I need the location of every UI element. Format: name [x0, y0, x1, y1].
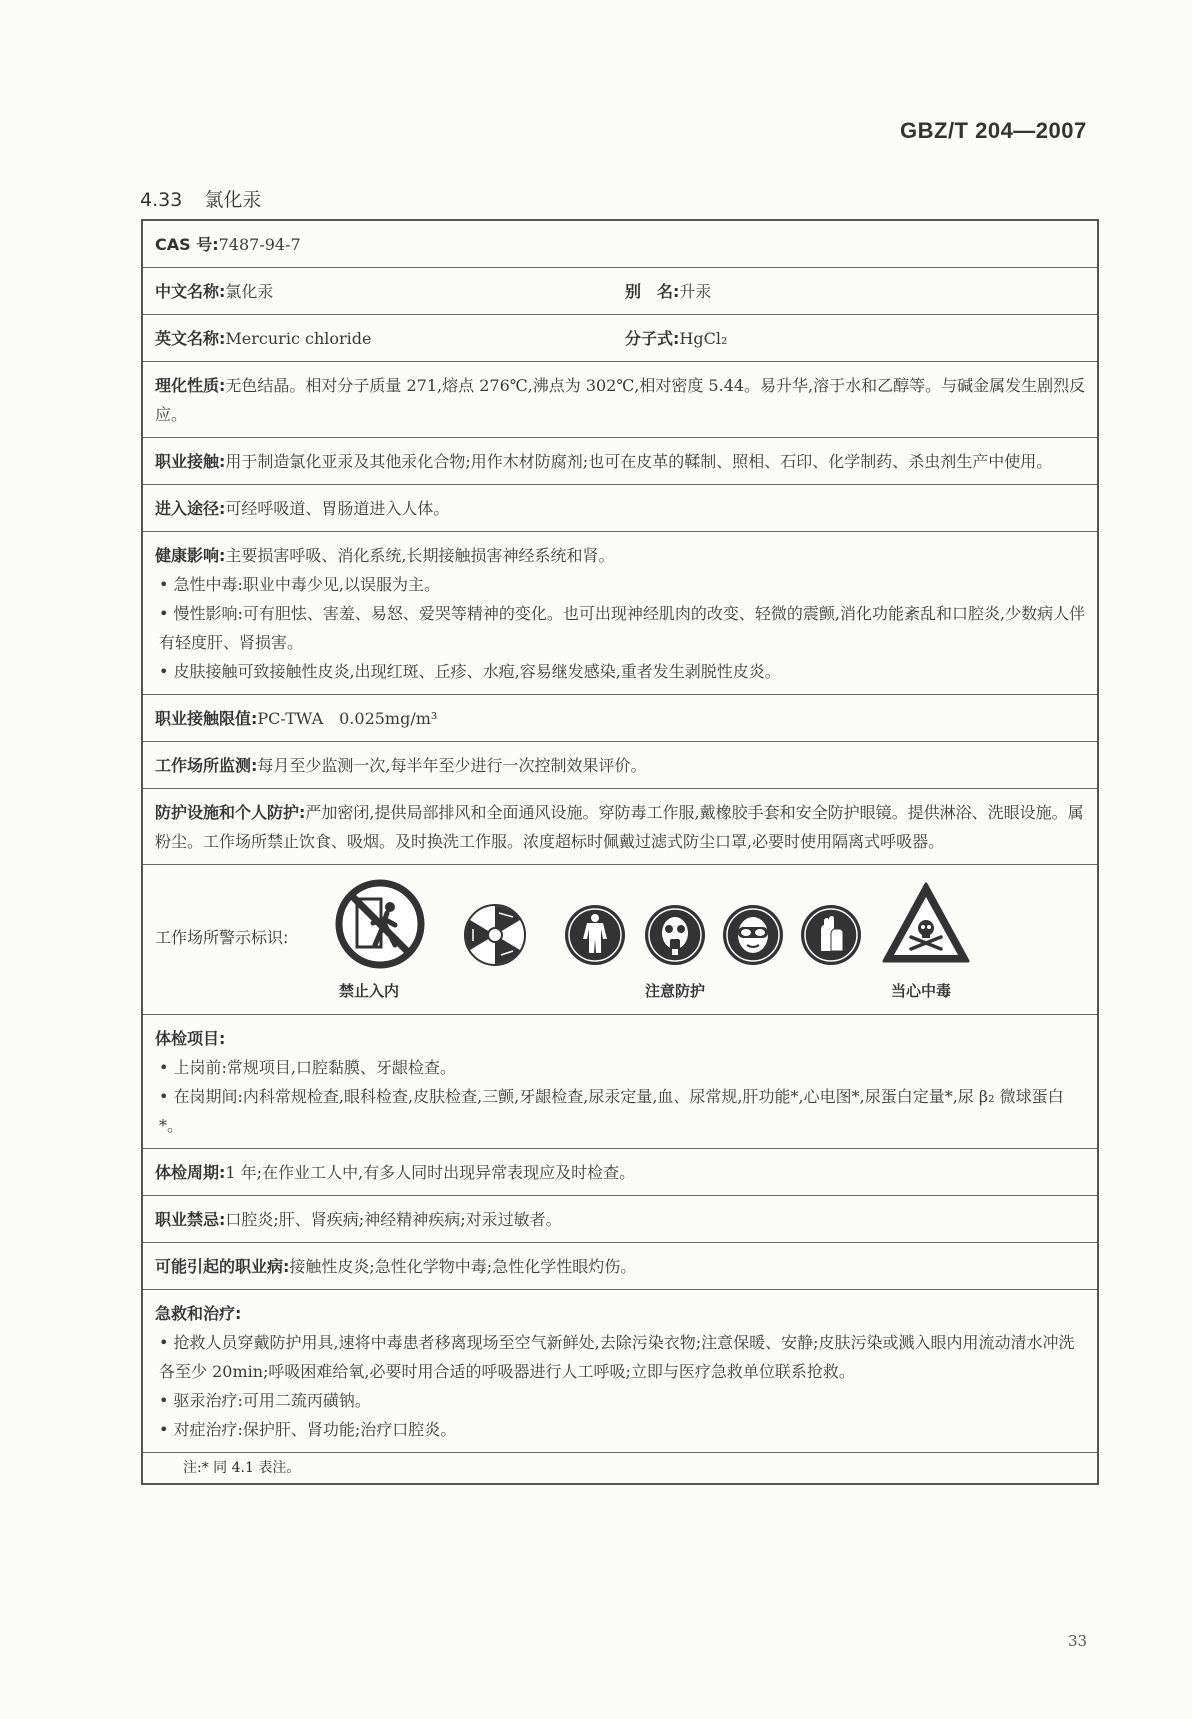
protection-label: 防护设施和个人防护: — [155, 803, 306, 822]
cas-value: 7487-94-7 — [218, 235, 301, 254]
protective-suit-icon — [563, 903, 627, 967]
en-name-value: Mercuric chloride — [225, 329, 372, 348]
health-value: 主要损害呼吸、消化系统,长期接触损害神经系统和肾。 — [225, 546, 615, 565]
checkup-bullet: • 在岗期间:内科常规检查,眼科检查,皮肤检查,三颤,牙龈检查,尿汞定量,血、尿常规,肝功能*,心电图*,尿蛋白定量*,尿 β₂ 微球蛋白*。 — [159, 1087, 1064, 1135]
monitor-label: 工作场所监测: — [155, 756, 258, 775]
no-entry-sign-icon — [335, 879, 425, 969]
cas-label: CAS 号: — [155, 235, 219, 254]
disease-row — [143, 1243, 1097, 1290]
cn-name-value: 氯化汞 — [225, 282, 274, 301]
limit-row — [143, 695, 1097, 742]
alias-label: 别 名: — [625, 282, 680, 301]
first-aid-label: 急救和治疗: — [155, 1304, 242, 1323]
contraindication-row — [143, 1196, 1097, 1243]
exposure-value: 用于制造氯化亚汞及其他汞化合物;用作木材防腐剂;也可在皮革的鞣制、照相、石印、化学制药、杀虫剂生产中使用。 — [225, 452, 1053, 471]
protection-value: 严加密闭,提供局部排风和全面通风设施。穿防毒工作服,戴橡胶手套和安全防护眼镜。提供淋浴、洗眼设施。属粉尘。工作场所禁止饮食、吸烟。及时换洗工作服。浓度超标时佩戴过滤式防尘口罩,必要时使用隔离式呼吸器。 — [155, 803, 1084, 851]
cn-name-label: 中文名称: — [155, 282, 226, 301]
table-note: 注:* 同 4.1 表注。 — [183, 1460, 301, 1476]
name-row — [143, 268, 1097, 315]
cycle-value: 1 年;在作业工人中,有多人同时出现异常表现应及时检查。 — [225, 1163, 636, 1182]
exposure-label: 职业接触: — [155, 452, 226, 471]
health-bullet: • 皮肤接触可致接触性皮炎,出现红斑、丘疹、水疱,容易继发感染,重者发生剥脱性皮炎。 — [159, 662, 781, 681]
protective-gloves-icon — [799, 903, 863, 967]
route-label: 进入途径: — [155, 499, 226, 518]
formula-value: HgCl₂ — [679, 329, 728, 348]
properties-value: 无色结晶。相对分子质量 271,熔点 276℃,沸点为 302℃,相对密度 5.44。易升华,溶于水和乙醇等。与碱金属发生剧烈反应。 — [155, 376, 1086, 424]
hazard-wheel-icon — [463, 903, 527, 967]
route-value: 可经呼吸道、胃肠道进入人体。 — [225, 499, 450, 518]
exposure-row — [143, 438, 1097, 485]
health-label: 健康影响: — [155, 546, 226, 565]
disease-label: 可能引起的职业病: — [155, 1257, 290, 1276]
monitor-row — [143, 742, 1097, 789]
section-number: 4.33 — [140, 189, 183, 211]
section-title — [140, 185, 261, 212]
first-aid-bullet: • 驱汞治疗:可用二巯丙磺钠。 — [159, 1391, 371, 1410]
page-number: 33 — [1068, 1632, 1088, 1650]
cycle-row — [143, 1149, 1097, 1196]
toxic-warning-icon — [881, 881, 971, 965]
route-row — [143, 485, 1097, 532]
contraindication-label: 职业禁忌: — [155, 1210, 226, 1229]
first-aid-row — [143, 1290, 1097, 1453]
section-name: 氯化汞 — [204, 189, 262, 211]
alias-value: 升汞 — [679, 282, 712, 301]
english-name-row — [143, 315, 1097, 362]
health-bullet: • 慢性影响:可有胆怯、害羞、易怒、爱哭等精神的变化。也可出现神经肌肉的改变、轻微的震颤,消化功能紊乱和口腔炎,少数病人伴有轻度肝、肾损害。 — [159, 604, 1086, 652]
disease-value: 接触性皮炎;急性化学物中毒;急性化学性眼灼伤。 — [289, 1257, 637, 1276]
checkup-label: 体检项目: — [155, 1029, 226, 1048]
monitor-value: 每月至少监测一次,每半年至少进行一次控制效果评价。 — [257, 756, 647, 775]
warning-signs-row — [143, 865, 1097, 1015]
first-aid-bullet: • 对症治疗:保护肝、肾功能;治疗口腔炎。 — [159, 1420, 457, 1439]
en-name-label: 英文名称: — [155, 329, 226, 348]
checkup-row — [143, 1015, 1097, 1149]
safety-goggles-icon — [721, 903, 785, 967]
cas-row — [143, 221, 1097, 268]
formula-label: 分子式: — [625, 329, 680, 348]
standard-code: GBZ/T 204—2007 — [900, 118, 1087, 143]
protection-row — [143, 789, 1097, 865]
properties-row — [143, 362, 1097, 438]
signs-label: 工作场所警示标识: — [155, 928, 289, 947]
limit-label: 职业接触限值: — [155, 709, 258, 728]
properties-label: 理化性质: — [155, 376, 226, 395]
caption-toxic: 当心中毒 — [891, 982, 952, 1000]
contraindication-value: 口腔炎;肝、肾疾病;神经精神疾病;对汞过敏者。 — [225, 1210, 562, 1229]
substance-data-sheet — [141, 219, 1099, 1485]
caption-protection: 注意防护 — [645, 982, 706, 1000]
first-aid-bullet: • 抢救人员穿戴防护用具,速将中毒患者移离现场至空气新鲜处,去除污染衣物;注意保暖、安静;皮肤污染或溅入眼内用流动清水冲洗各至少 20min;呼吸困难给氧,必要时用合适的呼吸器进行人工呼吸;立即与医疗急救单位联系抢救。 — [159, 1333, 1075, 1381]
checkup-bullet: • 上岗前:常规项目,口腔黏膜、牙龈检查。 — [159, 1058, 457, 1077]
health-row — [143, 532, 1097, 695]
limit-value: PC-TWA 0.025mg/m³ — [257, 709, 438, 728]
cycle-label: 体检周期: — [155, 1163, 226, 1182]
caption-no-entry: 禁止入内 — [339, 982, 400, 1000]
gas-mask-icon — [643, 903, 707, 967]
health-bullet: • 急性中毒:职业中毒少见,以误服为主。 — [159, 575, 441, 594]
